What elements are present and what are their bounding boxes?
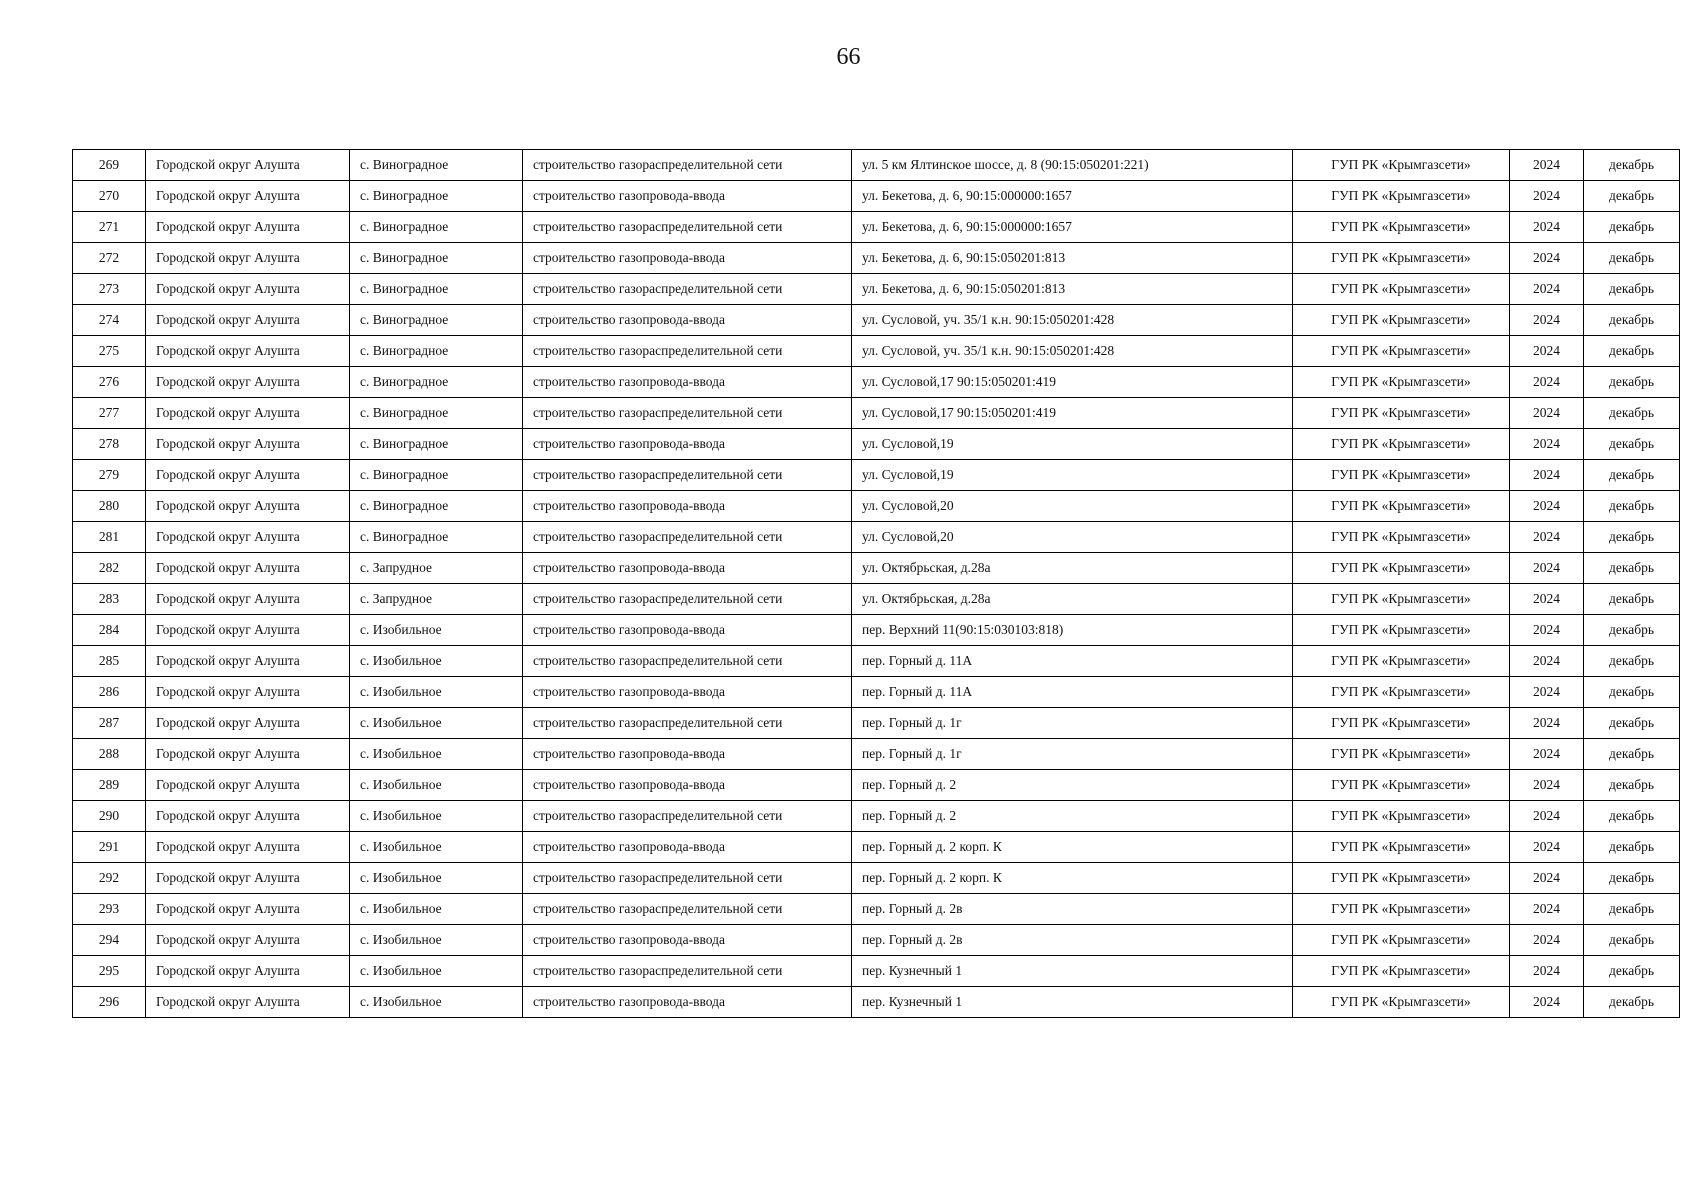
municipality-cell: Городской округ Алушта [146, 460, 350, 491]
municipality-cell: Городской округ Алушта [146, 150, 350, 181]
address-cell: ул. Бекетова, д. 6, 90:15:000000:1657 [852, 212, 1293, 243]
organization-cell: ГУП РК «Крымгазсети» [1293, 987, 1510, 1018]
year-cell: 2024 [1510, 274, 1584, 305]
row-number-cell: 282 [73, 553, 146, 584]
organization-cell: ГУП РК «Крымгазсети» [1293, 708, 1510, 739]
municipality-cell: Городской округ Алушта [146, 646, 350, 677]
table-row [73, 956, 1680, 987]
work-type-cell: строительство газораспределительной сети [523, 398, 852, 429]
table-row [73, 522, 1680, 553]
work-type-cell: строительство газопровода-ввода [523, 305, 852, 336]
year-cell: 2024 [1510, 832, 1584, 863]
table-row [73, 398, 1680, 429]
settlement-cell: с. Виноградное [350, 336, 523, 367]
address-cell: ул. Бекетова, д. 6, 90:15:050201:813 [852, 243, 1293, 274]
address-cell: ул. Сусловой,20 [852, 522, 1293, 553]
row-number-cell: 273 [73, 274, 146, 305]
address-cell: ул. Сусловой, уч. 35/1 к.н. 90:15:050201:428 [852, 336, 1293, 367]
row-number-cell: 279 [73, 460, 146, 491]
month-cell: декабрь [1584, 336, 1680, 367]
row-number-cell: 296 [73, 987, 146, 1018]
month-cell: декабрь [1584, 863, 1680, 894]
organization-cell: ГУП РК «Крымгазсети» [1293, 646, 1510, 677]
organization-cell: ГУП РК «Крымгазсети» [1293, 801, 1510, 832]
address-cell: ул. Сусловой, уч. 35/1 к.н. 90:15:050201:428 [852, 305, 1293, 336]
month-cell: декабрь [1584, 739, 1680, 770]
organization-cell: ГУП РК «Крымгазсети» [1293, 739, 1510, 770]
work-type-cell: строительство газопровода-ввода [523, 770, 852, 801]
work-type-cell: строительство газопровода-ввода [523, 677, 852, 708]
year-cell: 2024 [1510, 553, 1584, 584]
work-type-cell: строительство газопровода-ввода [523, 243, 852, 274]
row-number-cell: 285 [73, 646, 146, 677]
month-cell: декабрь [1584, 770, 1680, 801]
row-number-cell: 269 [73, 150, 146, 181]
municipality-cell: Городской округ Алушта [146, 522, 350, 553]
organization-cell: ГУП РК «Крымгазсети» [1293, 243, 1510, 274]
table-row [73, 801, 1680, 832]
municipality-cell: Городской округ Алушта [146, 925, 350, 956]
table-row [73, 677, 1680, 708]
work-type-cell: строительство газораспределительной сети [523, 336, 852, 367]
page-number: 66 [836, 44, 861, 70]
table-body [73, 150, 1680, 1018]
municipality-cell: Городской округ Алушта [146, 894, 350, 925]
municipality-cell: Городской округ Алушта [146, 367, 350, 398]
address-cell: ул. Сусловой,19 [852, 429, 1293, 460]
table-row [73, 150, 1680, 181]
year-cell: 2024 [1510, 212, 1584, 243]
table-row [73, 770, 1680, 801]
settlement-cell: с. Виноградное [350, 305, 523, 336]
address-cell: ул. Бекетова, д. 6, 90:15:050201:813 [852, 274, 1293, 305]
work-type-cell: строительство газопровода-ввода [523, 491, 852, 522]
year-cell: 2024 [1510, 646, 1584, 677]
municipality-cell: Городской округ Алушта [146, 212, 350, 243]
settlement-cell: с. Виноградное [350, 491, 523, 522]
address-cell: пер. Горный д. 1г [852, 739, 1293, 770]
year-cell: 2024 [1510, 336, 1584, 367]
row-number-cell: 288 [73, 739, 146, 770]
table-row [73, 181, 1680, 212]
settlement-cell: с. Изобильное [350, 801, 523, 832]
work-type-cell: строительство газопровода-ввода [523, 615, 852, 646]
address-cell: ул. Октябрьская, д.28а [852, 553, 1293, 584]
address-cell: пер. Горный д. 2в [852, 925, 1293, 956]
work-type-cell: строительство газораспределительной сети [523, 212, 852, 243]
work-type-cell: строительство газораспределительной сети [523, 522, 852, 553]
table-row [73, 429, 1680, 460]
year-cell: 2024 [1510, 739, 1584, 770]
organization-cell: ГУП РК «Крымгазсети» [1293, 863, 1510, 894]
address-cell: пер. Горный д. 11А [852, 646, 1293, 677]
organization-cell: ГУП РК «Крымгазсети» [1293, 584, 1510, 615]
settlement-cell: с. Изобильное [350, 925, 523, 956]
row-number-cell: 272 [73, 243, 146, 274]
organization-cell: ГУП РК «Крымгазсети» [1293, 460, 1510, 491]
settlement-cell: с. Запрудное [350, 553, 523, 584]
work-type-cell: строительство газораспределительной сети [523, 646, 852, 677]
row-number-cell: 270 [73, 181, 146, 212]
address-cell: ул. Октябрьская, д.28а [852, 584, 1293, 615]
year-cell: 2024 [1510, 150, 1584, 181]
address-cell: пер. Горный д. 2 [852, 770, 1293, 801]
year-cell: 2024 [1510, 956, 1584, 987]
settlement-cell: с. Виноградное [350, 367, 523, 398]
organization-cell: ГУП РК «Крымгазсети» [1293, 956, 1510, 987]
address-cell: пер. Верхний 11(90:15:030103:818) [852, 615, 1293, 646]
year-cell: 2024 [1510, 367, 1584, 398]
work-type-cell: строительство газопровода-ввода [523, 739, 852, 770]
settlement-cell: с. Виноградное [350, 243, 523, 274]
work-type-cell: строительство газораспределительной сети [523, 708, 852, 739]
work-type-cell: строительство газопровода-ввода [523, 429, 852, 460]
settlement-cell: с. Изобильное [350, 770, 523, 801]
municipality-cell: Городской округ Алушта [146, 491, 350, 522]
row-number-cell: 274 [73, 305, 146, 336]
table-row [73, 243, 1680, 274]
month-cell: декабрь [1584, 491, 1680, 522]
municipality-cell: Городской округ Алушта [146, 429, 350, 460]
municipality-cell: Городской округ Алушта [146, 708, 350, 739]
organization-cell: ГУП РК «Крымгазсети» [1293, 894, 1510, 925]
settlement-cell: с. Изобильное [350, 863, 523, 894]
month-cell: декабрь [1584, 708, 1680, 739]
table-row [73, 584, 1680, 615]
row-number-cell: 290 [73, 801, 146, 832]
address-cell: ул. 5 км Ялтинское шоссе, д. 8 (90:15:050201:221) [852, 150, 1293, 181]
municipality-cell: Городской округ Алушта [146, 553, 350, 584]
table-row [73, 274, 1680, 305]
work-type-cell: строительство газораспределительной сети [523, 863, 852, 894]
month-cell: декабрь [1584, 212, 1680, 243]
row-number-cell: 275 [73, 336, 146, 367]
month-cell: декабрь [1584, 956, 1680, 987]
work-type-cell: строительство газопровода-ввода [523, 367, 852, 398]
address-cell: ул. Сусловой,17 90:15:050201:419 [852, 398, 1293, 429]
address-cell: ул. Сусловой,20 [852, 491, 1293, 522]
year-cell: 2024 [1510, 522, 1584, 553]
month-cell: декабрь [1584, 398, 1680, 429]
month-cell: декабрь [1584, 987, 1680, 1018]
month-cell: декабрь [1584, 925, 1680, 956]
table-row [73, 615, 1680, 646]
municipality-cell: Городской округ Алушта [146, 956, 350, 987]
address-cell: ул. Сусловой,19 [852, 460, 1293, 491]
municipality-cell: Городской округ Алушта [146, 801, 350, 832]
work-type-cell: строительство газораспределительной сети [523, 894, 852, 925]
row-number-cell: 281 [73, 522, 146, 553]
year-cell: 2024 [1510, 429, 1584, 460]
organization-cell: ГУП РК «Крымгазсети» [1293, 398, 1510, 429]
row-number-cell: 289 [73, 770, 146, 801]
settlement-cell: с. Изобильное [350, 646, 523, 677]
organization-cell: ГУП РК «Крымгазсети» [1293, 553, 1510, 584]
row-number-cell: 278 [73, 429, 146, 460]
organization-cell: ГУП РК «Крымгазсети» [1293, 336, 1510, 367]
month-cell: декабрь [1584, 429, 1680, 460]
row-number-cell: 271 [73, 212, 146, 243]
table-row [73, 305, 1680, 336]
settlement-cell: с. Виноградное [350, 181, 523, 212]
row-number-cell: 293 [73, 894, 146, 925]
year-cell: 2024 [1510, 181, 1584, 212]
year-cell: 2024 [1510, 584, 1584, 615]
year-cell: 2024 [1510, 615, 1584, 646]
table-row [73, 894, 1680, 925]
address-cell: пер. Горный д. 2 [852, 801, 1293, 832]
row-number-cell: 295 [73, 956, 146, 987]
row-number-cell: 276 [73, 367, 146, 398]
organization-cell: ГУП РК «Крымгазсети» [1293, 522, 1510, 553]
work-type-cell: строительство газопровода-ввода [523, 832, 852, 863]
work-type-cell: строительство газопровода-ввода [523, 553, 852, 584]
settlement-cell: с. Изобильное [350, 677, 523, 708]
organization-cell: ГУП РК «Крымгазсети» [1293, 832, 1510, 863]
municipality-cell: Городской округ Алушта [146, 863, 350, 894]
row-number-cell: 294 [73, 925, 146, 956]
organization-cell: ГУП РК «Крымгазсети» [1293, 770, 1510, 801]
month-cell: декабрь [1584, 150, 1680, 181]
year-cell: 2024 [1510, 243, 1584, 274]
table-row [73, 367, 1680, 398]
municipality-cell: Городской округ Алушта [146, 739, 350, 770]
month-cell: декабрь [1584, 646, 1680, 677]
table-row [73, 925, 1680, 956]
work-type-cell: строительство газораспределительной сети [523, 956, 852, 987]
year-cell: 2024 [1510, 863, 1584, 894]
month-cell: декабрь [1584, 367, 1680, 398]
month-cell: декабрь [1584, 243, 1680, 274]
month-cell: декабрь [1584, 522, 1680, 553]
month-cell: декабрь [1584, 274, 1680, 305]
address-cell: пер. Кузнечный 1 [852, 987, 1293, 1018]
month-cell: декабрь [1584, 894, 1680, 925]
municipality-cell: Городской округ Алушта [146, 987, 350, 1018]
year-cell: 2024 [1510, 677, 1584, 708]
year-cell: 2024 [1510, 708, 1584, 739]
year-cell: 2024 [1510, 460, 1584, 491]
row-number-cell: 287 [73, 708, 146, 739]
settlement-cell: с. Изобильное [350, 708, 523, 739]
year-cell: 2024 [1510, 491, 1584, 522]
address-cell: пер. Горный д. 1г [852, 708, 1293, 739]
municipality-cell: Городской округ Алушта [146, 243, 350, 274]
settlement-cell: с. Изобильное [350, 894, 523, 925]
address-cell: ул. Бекетова, д. 6, 90:15:000000:1657 [852, 181, 1293, 212]
organization-cell: ГУП РК «Крымгазсети» [1293, 429, 1510, 460]
organization-cell: ГУП РК «Крымгазсети» [1293, 677, 1510, 708]
settlement-cell: с. Изобильное [350, 956, 523, 987]
month-cell: декабрь [1584, 305, 1680, 336]
municipality-cell: Городской округ Алушта [146, 677, 350, 708]
month-cell: декабрь [1584, 677, 1680, 708]
address-cell: пер. Горный д. 2в [852, 894, 1293, 925]
municipality-cell: Городской округ Алушта [146, 181, 350, 212]
table-row [73, 708, 1680, 739]
table-row [73, 646, 1680, 677]
organization-cell: ГУП РК «Крымгазсети» [1293, 305, 1510, 336]
work-type-cell: строительство газораспределительной сети [523, 584, 852, 615]
address-cell: пер. Горный д. 2 корп. К [852, 863, 1293, 894]
address-cell: пер. Горный д. 2 корп. К [852, 832, 1293, 863]
organization-cell: ГУП РК «Крымгазсети» [1293, 181, 1510, 212]
year-cell: 2024 [1510, 987, 1584, 1018]
row-number-cell: 284 [73, 615, 146, 646]
row-number-cell: 291 [73, 832, 146, 863]
municipality-cell: Городской округ Алушта [146, 832, 350, 863]
address-cell: ул. Сусловой,17 90:15:050201:419 [852, 367, 1293, 398]
work-type-cell: строительство газораспределительной сети [523, 150, 852, 181]
work-type-cell: строительство газораспределительной сети [523, 460, 852, 491]
settlement-cell: с. Изобильное [350, 739, 523, 770]
organization-cell: ГУП РК «Крымгазсети» [1293, 615, 1510, 646]
organization-cell: ГУП РК «Крымгазсети» [1293, 274, 1510, 305]
month-cell: декабрь [1584, 584, 1680, 615]
organization-cell: ГУП РК «Крымгазсети» [1293, 212, 1510, 243]
month-cell: декабрь [1584, 181, 1680, 212]
organization-cell: ГУП РК «Крымгазсети» [1293, 367, 1510, 398]
work-type-cell: строительство газопровода-ввода [523, 987, 852, 1018]
table-row [73, 987, 1680, 1018]
year-cell: 2024 [1510, 801, 1584, 832]
year-cell: 2024 [1510, 894, 1584, 925]
settlement-cell: с. Запрудное [350, 584, 523, 615]
settlement-cell: с. Виноградное [350, 150, 523, 181]
work-type-cell: строительство газопровода-ввода [523, 181, 852, 212]
settlement-cell: с. Изобильное [350, 832, 523, 863]
year-cell: 2024 [1510, 925, 1584, 956]
work-type-cell: строительство газораспределительной сети [523, 801, 852, 832]
table-row [73, 553, 1680, 584]
municipality-cell: Городской округ Алушта [146, 584, 350, 615]
table-row [73, 832, 1680, 863]
gasification-table [72, 149, 1680, 1018]
address-cell: пер. Горный д. 11А [852, 677, 1293, 708]
settlement-cell: с. Виноградное [350, 429, 523, 460]
month-cell: декабрь [1584, 615, 1680, 646]
settlement-cell: с. Виноградное [350, 398, 523, 429]
organization-cell: ГУП РК «Крымгазсети» [1293, 491, 1510, 522]
address-cell: пер. Кузнечный 1 [852, 956, 1293, 987]
row-number-cell: 280 [73, 491, 146, 522]
table-row [73, 863, 1680, 894]
month-cell: декабрь [1584, 801, 1680, 832]
organization-cell: ГУП РК «Крымгазсети» [1293, 925, 1510, 956]
municipality-cell: Городской округ Алушта [146, 615, 350, 646]
table-row [73, 212, 1680, 243]
settlement-cell: с. Виноградное [350, 212, 523, 243]
table-row [73, 460, 1680, 491]
table-row [73, 336, 1680, 367]
settlement-cell: с. Изобильное [350, 987, 523, 1018]
month-cell: декабрь [1584, 832, 1680, 863]
municipality-cell: Городской округ Алушта [146, 770, 350, 801]
settlement-cell: с. Виноградное [350, 522, 523, 553]
municipality-cell: Городской округ Алушта [146, 274, 350, 305]
year-cell: 2024 [1510, 305, 1584, 336]
row-number-cell: 283 [73, 584, 146, 615]
settlement-cell: с. Изобильное [350, 615, 523, 646]
work-type-cell: строительство газораспределительной сети [523, 274, 852, 305]
municipality-cell: Городской округ Алушта [146, 336, 350, 367]
work-type-cell: строительство газопровода-ввода [523, 925, 852, 956]
table-row [73, 491, 1680, 522]
municipality-cell: Городской округ Алушта [146, 305, 350, 336]
settlement-cell: с. Виноградное [350, 460, 523, 491]
row-number-cell: 292 [73, 863, 146, 894]
row-number-cell: 277 [73, 398, 146, 429]
year-cell: 2024 [1510, 398, 1584, 429]
organization-cell: ГУП РК «Крымгазсети» [1293, 150, 1510, 181]
month-cell: декабрь [1584, 460, 1680, 491]
table-row [73, 739, 1680, 770]
year-cell: 2024 [1510, 770, 1584, 801]
month-cell: декабрь [1584, 553, 1680, 584]
municipality-cell: Городской округ Алушта [146, 398, 350, 429]
row-number-cell: 286 [73, 677, 146, 708]
settlement-cell: с. Виноградное [350, 274, 523, 305]
